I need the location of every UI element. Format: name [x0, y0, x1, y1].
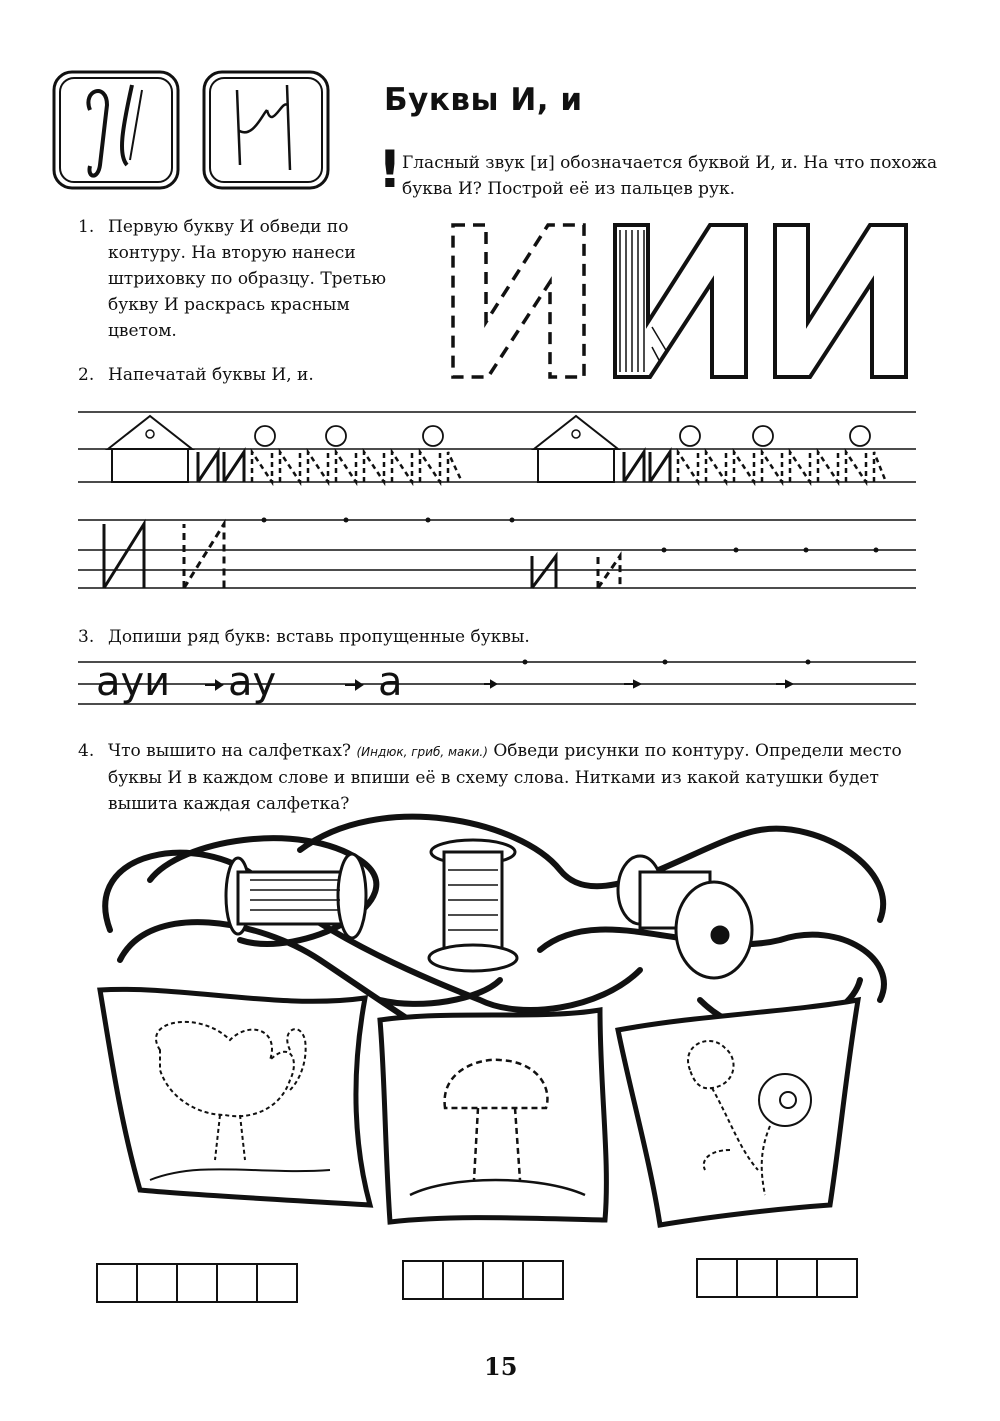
word-cell[interactable] [482, 1260, 524, 1300]
task-text: Первую букву И обведи по контуру. На вторую нанеси штриховку по образцу. Третью букву И раскрась красным цветом. [108, 217, 387, 341]
spool-icon [618, 856, 752, 978]
word-cell[interactable] [176, 1263, 218, 1303]
word-cell[interactable] [442, 1260, 484, 1300]
sequence-part-3: а [378, 659, 403, 705]
sequence-part-2: ау [228, 659, 277, 705]
napkin-poppy [618, 1000, 858, 1225]
intro-text: Гласный звук [и] обозначается буквой И, и. На что похожа буква И? Построй её из пальцев рук. [402, 153, 938, 199]
task-number: 4. [78, 741, 95, 761]
napkin-turkey [100, 989, 370, 1205]
task-text: Напечатай буквы И, и. [108, 365, 314, 385]
page-number: 15 [484, 1352, 518, 1381]
word-cell[interactable] [776, 1258, 818, 1298]
word-cell[interactable] [96, 1263, 138, 1303]
sequence-part-1: ауи [96, 659, 171, 705]
word-cell[interactable] [696, 1258, 738, 1298]
word-cell[interactable] [402, 1260, 444, 1300]
spool-icon [226, 854, 366, 938]
task-text: Допиши ряд букв: вставь пропущенные буквы. [108, 627, 530, 647]
word-scheme-mushroom [404, 1260, 564, 1300]
page-title: Буквы И, и [384, 82, 583, 118]
attention-mark: ! [378, 140, 402, 200]
word-scheme-poppy [698, 1258, 858, 1298]
word-cell[interactable] [816, 1258, 858, 1298]
task-number: 3. [78, 627, 95, 647]
task-hint: (Индюк, гриб, маки.) [356, 745, 488, 759]
word-cell[interactable] [256, 1263, 298, 1303]
word-cell[interactable] [216, 1263, 258, 1303]
task-text-rest: Обведи рисунки по контуру. Определи место буквы И в каждом слове и впиши её в схему слова. Нитками из какой катушки будет вышита каждая салфетка? [108, 741, 902, 814]
task-number: 2. [78, 365, 95, 385]
word-cell[interactable] [522, 1260, 564, 1300]
word-scheme-turkey [98, 1263, 298, 1303]
word-cell[interactable] [136, 1263, 178, 1303]
spool-icon [429, 840, 517, 971]
task-text: Что вышито на салфетках? [108, 741, 352, 761]
word-cell[interactable] [736, 1258, 778, 1298]
task-number: 1. [78, 217, 95, 237]
